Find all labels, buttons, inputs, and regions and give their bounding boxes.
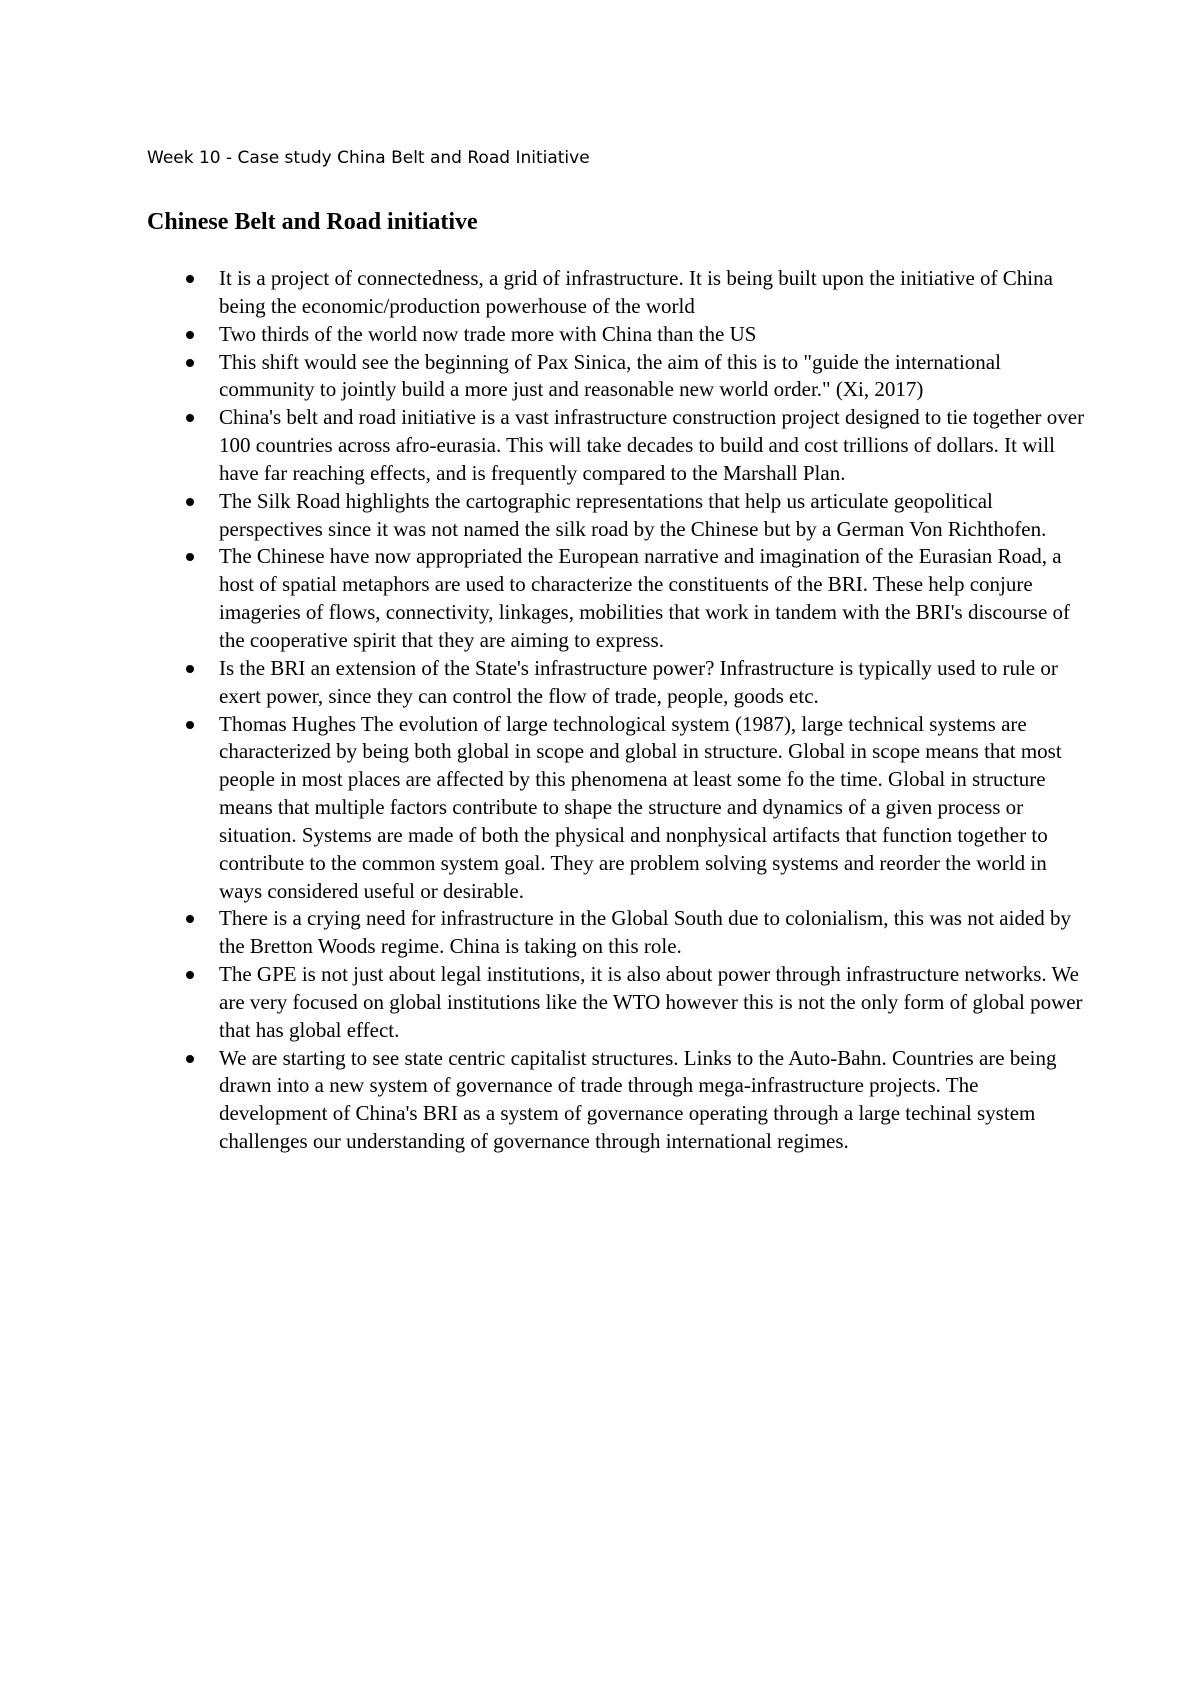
bullet-text: The GPE is not just about legal institutions, it is also about power through infrastructure networks. We are very focused on global institutions like the WTO however this is not the only form of global power that has global effect. bbox=[219, 962, 1083, 1042]
bullet-dot-icon bbox=[186, 331, 194, 339]
list-item bbox=[219, 349, 1089, 405]
bullet-dot-icon bbox=[186, 498, 194, 506]
list-item bbox=[219, 961, 1089, 1045]
bullet-dot-icon bbox=[186, 971, 194, 979]
bullet-list bbox=[219, 265, 1089, 1156]
list-item bbox=[219, 655, 1089, 711]
bullet-text: We are starting to see state centric capitalist structures. Links to the Auto-Bahn. Countries are being drawn into a new system of governance of trade through mega-infrastructure projects. The development of China's BRI as a system of governance operating through a large techinal system challenges our understanding of governance through international regimes. bbox=[219, 1045, 1057, 1154]
bullet-dot-icon bbox=[186, 665, 194, 673]
bullet-dot-icon bbox=[186, 275, 194, 283]
bullet-text: Thomas Hughes The evolution of large technological system (1987), large technical systems are characterized by being both global in scope and global in structure. Global in scope means that most people in most places are affected by this phenomena at least some fo the time. Global in structure means that multiple factors contribute to shape the structure and dynamics of a given process or situation. Systems are made of both the physical and nonphysical artifacts that function together to contribute to the common system goal. They are problem solving systems and reorder the world in ways considered useful or desirable. bbox=[219, 711, 1062, 903]
bullet-text: The Silk Road highlights the cartographic representations that help us articulate geopolitical perspectives since it was not named the silk road by the Chinese but by a German Von Richthofen. bbox=[219, 488, 1047, 541]
document-heading: Chinese Belt and Road initiative bbox=[147, 209, 478, 235]
list-item bbox=[219, 905, 1089, 961]
bullet-text: Is the BRI an extension of the State's infrastructure power? Infrastructure is typically used to rule or exert power, since they can control the flow of trade, people, goods etc. bbox=[219, 655, 1058, 708]
bullet-dot-icon bbox=[186, 359, 194, 367]
bullet-text: It is a project of connectedness, a grid of infrastructure. It is being built upon the initiative of China being the economic/production powerhouse of the world bbox=[219, 266, 1053, 318]
bullet-text: The Chinese have now appropriated the European narrative and imagination of the Eurasian Road, a host of spatial metaphors are used to characterize the constituents of the BRI. These help conjure imageries of flows, connectivity, linkages, mobilities that work in tandem with the BRI's discourse of the cooperative spirit that they are aiming to express. bbox=[219, 544, 1071, 652]
bullet-dot-icon bbox=[186, 553, 194, 561]
list-item bbox=[219, 265, 1089, 321]
bullet-dot-icon bbox=[186, 721, 194, 729]
bullet-text: Two thirds of the world now trade more with China than the US bbox=[219, 321, 757, 346]
bullet-dot-icon bbox=[186, 414, 194, 422]
list-item bbox=[219, 1045, 1089, 1156]
document-subtitle: Week 10 - Case study China Belt and Road Initiative bbox=[147, 148, 590, 168]
bullet-text: This shift would see the beginning of Pax Sinica, the aim of this is to "guide the international community to jointly build a more just and reasonable new world order." (Xi, 2017) bbox=[219, 349, 1001, 402]
list-item bbox=[219, 488, 1089, 544]
bullet-dot-icon bbox=[186, 915, 194, 923]
bullet-text: There is a crying need for infrastructure in the Global South due to colonialism, this was not aided by the Bretton Woods regime. China is taking on this role. bbox=[219, 906, 1072, 959]
list-item bbox=[219, 321, 1089, 349]
list-item bbox=[219, 404, 1089, 488]
bullet-text: China's belt and road initiative is a vast infrastructure construction project designed to tie together over 100 countries across afro-eurasia. This will take decades to build and cost trillions of dollars. It will have far reaching effects, and is frequently compared to the Marshall Plan. bbox=[219, 405, 1085, 485]
list-item bbox=[219, 543, 1089, 654]
list-item bbox=[219, 711, 1089, 906]
bullet-dot-icon bbox=[186, 1055, 194, 1063]
